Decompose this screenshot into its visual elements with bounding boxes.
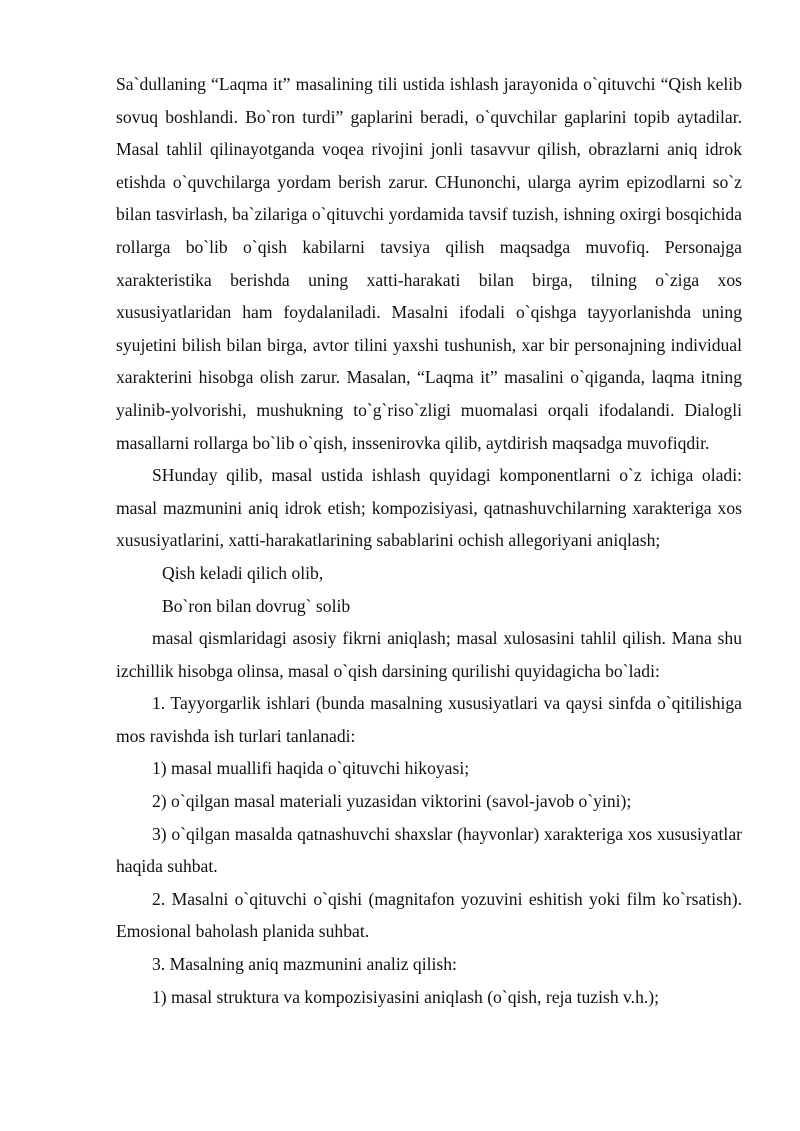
paragraph-components: SHunday qilib, masal ustida ishlash quyidagi komponentlarni o`z ichiga oladi: masal mazmunini aniq idrok etish; kompozisiyasi, qatnashuvchilarning xarakteriga xos xususiyatlarini, xatti-harakatlarining sabablarini ochish allegoriyani aniqlash;: [116, 465, 742, 551]
paragraph-lesson-structure: masal qismlaridagi asosiy fikrni aniqlash; masal xulosasini tahlil qilish. Mana shu izchillik hisobga olinsa, masal o`qish darsining qurilishi quyidagicha bo`ladi:: [116, 628, 742, 681]
list-item-character-talk: 3) o`qilgan masalda qatnashuvchi shaxslar (hayvonlar) xarakteriga xos xususiyatlar haqida suhbat.: [116, 823, 742, 877]
list-item-structure: 1) masal struktura va kompozisiyasini aniqlash (o`qish, reja tuzish v.h.);: [152, 986, 660, 1007]
list-item-quiz: 2) o`qilgan masal materiali yuzasidan viktorini (savol-javob o`yini);: [152, 791, 632, 812]
list-item-preparation: 1. Tayyorgarlik ishlari (bunda masalning xususiyatlari va qaysi sinfda o`qitilishiga mos ravishda ish turlari tanlanadi:: [116, 693, 742, 746]
list-item-author-story: 1) masal muallifi haqida o`qituvchi hikoyasi;: [152, 758, 470, 779]
document-page: [116, 68, 742, 1013]
list-item-teacher-reading: 2. Masalni o`qituvchi o`qishi (magnitafon yozuvini eshitish yoki film ko`rsatish). Emosional baholash planida suhbat.: [116, 888, 742, 942]
list-item-content-analysis: 3. Masalning aniq mazmunini analiz qilish:: [152, 954, 457, 975]
paragraph-laqma-it-language: Sa`dullaning “Laqma it” masalining tili ustida ishlash jarayonida o`qituvchi “Qish kelib sovuq boshlandi. Bo`ron turdi” gaplarini beradi, o`quvchilar gaplarini topib aytadilar. Masal tahlil qilinayotganda voqea rivojini jonli tasavvur qilish, obrazlarni aniq idrok etishda o`quvchilarga yordam berish zarur. CHunonchi, ularga ayrim epizodlarni so`z bilan tasvirlash, ba`zilariga o`qituvchi yordamida tavsif tuzish, ishning oxirgi bosqichida rollarga bo`lib o`qish kabilarni tavsiya qilish maqsadga muvofiq. Personajga xarakteristika berishda uning xatti-harakati bilan birga, tilning o`ziga xos xususiyatlaridan ham foydalaniladi. Masalni ifodali o`qishga tayyorlanishda uning syujetini bilish bilan birga, avtor tilini yaxshi tushunish, xar bir personajning individual xarakterini hisobga olish zarur. Masalan, “Laqma it” masalini o`qiganda, laqma itning yalinib-yolvorishi, mushukning to`g`riso`zligi muomalasi orqali ifodalandi. Dialogli masallarni rollarga bo`lib o`qish, inssenirovka qilib, aytdirish maqsadga muvofiqdir.: [116, 74, 742, 453]
verse-line-2: Bo`ron bilan dovrug` solib: [162, 595, 351, 616]
verse-line-1: Qish keladi qilich olib,: [162, 562, 324, 583]
